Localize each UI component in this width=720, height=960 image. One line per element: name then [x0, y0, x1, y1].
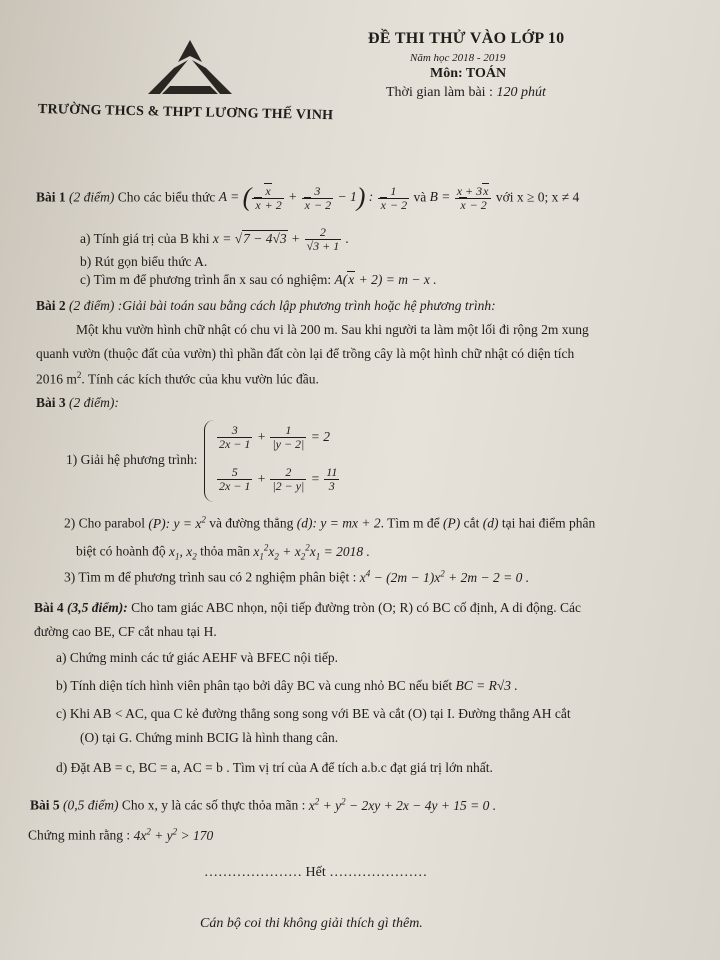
bai1-points: (2 điểm)	[69, 189, 115, 205]
bai1-c-text: c) Tìm m để phương trình ẩn x sau có nghiệm:	[80, 272, 332, 287]
bai4-d: d) Đặt AB = c, BC = a, AC = b . Tìm vị trí của A để tích a.b.c đạt giá trị lớn nhất.	[56, 760, 493, 775]
formula-parabol: (P): $y = x^2$	[148, 514, 206, 531]
bai3-q2a: 2) Cho parabol	[64, 515, 145, 531]
formula-line: (d): y = mx + 2	[296, 515, 381, 531]
bai2-header	[36, 298, 496, 315]
bai3-q1: 1) Giải hệ phương trình:	[66, 452, 198, 467]
formula-x-value: x = √7 − 4√3 + $\frac{2}{√3 + 1}$ .	[212, 225, 349, 254]
formula-bc: BC = R√3 .	[455, 678, 518, 693]
bai1-a-text: a) Tính giá trị của B khi	[80, 230, 210, 246]
bai4-label: Bài 4	[34, 600, 64, 615]
bai4-a: a) Chứng minh các tứ giác AEHF và BFEC nội tiếp.	[56, 650, 338, 665]
school-year: Năm học 2018 - 2019	[410, 52, 506, 64]
time-label: Thời gian làm bài :	[386, 85, 493, 100]
school-logo-icon	[140, 38, 240, 96]
formula-c: A(x + 2) = m − x .	[334, 272, 437, 287]
system-eq1: $\frac{3}{2x - 1}$ + $\frac{1}{|y - 2|}$ = 2	[219, 423, 330, 452]
exam-title: ĐỀ THI THỬ VÀO LỚP 10	[368, 30, 565, 47]
bai1-intro	[36, 182, 579, 215]
formula-b: B = $\frac{x + 3x}{x - 2}$	[430, 189, 496, 204]
bai1-c	[80, 272, 437, 289]
bai4-intro1	[34, 600, 581, 617]
bai3-q2d: cắt	[463, 515, 480, 531]
bai1-b: b) Rút gọn biểu thức A.	[80, 254, 208, 269]
bai4-points: (3,5 điểm):	[67, 600, 128, 615]
subject: Môn: TOÁN	[430, 66, 507, 81]
bai1-text: Cho các biểu thức	[117, 189, 216, 205]
bai2-points: (2 điểm)	[69, 298, 115, 313]
bai3-q2b: và đường thẳng	[209, 515, 294, 531]
bai5-prove	[28, 826, 213, 844]
bai1-and: và	[413, 189, 427, 205]
bai3-q2-line1	[64, 514, 595, 532]
bai4-c2: (O) tại G. Chứng minh BCIG là hình thang cân.	[80, 730, 339, 745]
time-value: 120 phút	[496, 85, 546, 100]
bai2-instruction: :Giải bài toán sau bằng cách lập phương trình hoặc hệ phương trình:	[117, 298, 496, 313]
bai4-c1: c) Khi AB < AC, qua C kẻ đường thẳng song song với BE và cắt (O) tại I. Đường thẳng AH cắt	[56, 706, 571, 721]
system-eq2: $\frac{5}{2x - 1}$ + $\frac{2}{|2 - y|}$ = $\frac{11}{3}$	[219, 465, 338, 494]
bai5-prove-text: Chứng minh rằng :	[28, 827, 131, 843]
bai4-b-text: b) Tính diện tích hình viên phân tạo bởi dây BC và cung nhỏ BC nếu biết	[56, 678, 453, 693]
bai4-b	[56, 678, 518, 695]
exam-header	[0, 0, 720, 140]
formula-quartic: $x^4 - (2m - 1)x^2 + 2m - 2 = 0$ .	[359, 568, 530, 585]
bai2-label: Bài 2	[36, 298, 66, 313]
school-name: TRƯỜNG THCS & THPT LƯƠNG THẾ VINH	[37, 102, 334, 124]
bai3-points: (2 điểm):	[69, 395, 119, 410]
bai4-intro2: đường cao BE, CF cắt nhau tại H.	[34, 624, 217, 639]
bai2-question: . Tính các kích thước của khu vườn lúc đầu.	[81, 371, 319, 387]
bai5-label: Bài 5	[30, 797, 60, 813]
bai4-intro-text: Cho tam giác ABC nhọn, nội tiếp đường tròn (O; R) có BC cố định, A di động. Các	[131, 600, 581, 615]
bai2-p2: quanh vườn (thuộc đất của vườn) thì phần đất còn lại để trồng cây là một hình chữ nhật có diện tích	[36, 346, 575, 361]
formula-inequality: $4x^2 + y^2 > 170$	[133, 826, 214, 843]
bai5-intro	[30, 796, 496, 814]
bai3-q2f: biệt có hoành độ	[76, 543, 166, 559]
end-marker: ………………… Hết …………………	[204, 865, 428, 880]
bai3-label: Bài 3	[36, 395, 66, 410]
bai3-d-ref: (d)	[482, 515, 499, 531]
bai2-area: 2016 m	[36, 371, 77, 387]
bai1-label: Bài 1	[36, 189, 66, 205]
formula-bai5: $x^2 + y^2 - 2xy + 2x - 4y + 15 = 0$ .	[308, 796, 497, 813]
bai3-q2c: . Tìm m để	[380, 515, 440, 531]
time-limit	[386, 85, 546, 101]
bai3-p-ref: (P)	[442, 515, 461, 531]
bai3-q3-text: 3) Tìm m để phương trình sau có 2 nghiệm phân biệt :	[64, 569, 357, 585]
formula-roots: $x_1$, $x_2$	[168, 543, 197, 562]
proctor-note: Cán bộ coi thi không giải thích gì thêm.	[200, 916, 423, 931]
bai3-q2e: tại hai điểm phân	[501, 515, 596, 531]
bai3-header	[36, 395, 119, 412]
bai1-a	[80, 226, 349, 253]
formula-condition: $x_1^2x_2 + x_2^2x_1 = 2018$ .	[253, 542, 370, 562]
bai3-q2-line2	[76, 542, 370, 562]
bai2-p1: Một khu vườn hình chữ nhật có chu vi là 200 m. Sau khi người ta làm một lối đi rộng 2m xung	[76, 322, 589, 337]
bai1-condition: với x ≥ 0; x ≠ 4	[495, 189, 580, 205]
bai2-p3: 2016 $m^2$. Tính các kích thước của khu vườn lúc đầu.	[36, 370, 319, 387]
bai3-q2g: thỏa mãn	[200, 543, 250, 559]
bai5-points: (0,5 điểm)	[63, 797, 119, 813]
bai5-intro-text: Cho x, y là các số thực thỏa mãn :	[121, 797, 306, 813]
formula-a: A = ( $\frac{x}{x + 2}$ + $\frac{3}{x - 2}$ − 1) : $\frac{1}{x - 2}$	[218, 183, 408, 212]
bai3-q3	[64, 568, 529, 586]
